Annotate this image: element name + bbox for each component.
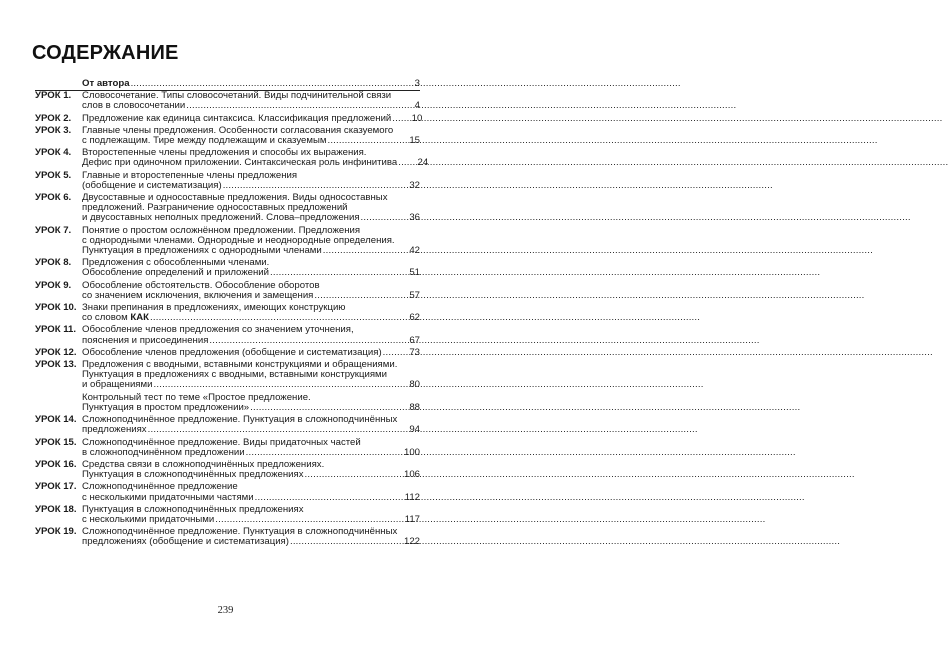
- page-ref: 67: [409, 334, 420, 346]
- entry-line: Контрольный тест по теме «Простое предложение.: [82, 391, 311, 403]
- page-ref: 80: [409, 379, 420, 391]
- lesson-label: УРОК 10.: [35, 302, 77, 314]
- lesson-label: УРОК 16.: [35, 458, 77, 470]
- lesson-label: УРОК 7.: [35, 224, 72, 236]
- table-of-contents: [35, 78, 429, 550]
- page-ref: 94: [409, 424, 420, 436]
- entry-line: [82, 336, 420, 346]
- entry-line: [82, 493, 420, 503]
- leader-dots: [152, 380, 398, 390]
- entry-line: [82, 157, 429, 169]
- lesson-label: УРОК 2.: [35, 112, 72, 124]
- page-ref: 88: [409, 401, 420, 413]
- intro-label: От автора: [82, 78, 130, 89]
- page-ref: 100: [403, 446, 420, 458]
- page-ref: 3: [414, 78, 420, 89]
- entry-line: [82, 101, 420, 111]
- lesson-label: УРОК 14.: [35, 414, 77, 426]
- entry-text: с несколькими придаточными: [82, 513, 215, 525]
- leader-dots: [254, 493, 398, 503]
- entry-line: Двусоставные и односоставные предложения. Виды односоставных: [82, 192, 388, 204]
- lesson-label: УРОК 3.: [35, 124, 72, 136]
- entry-body: [82, 147, 429, 169]
- toc-entry: [35, 171, 420, 191]
- toc-entry: [35, 325, 420, 345]
- entry-line: Сложноподчинённое предложение. Пунктуация в сложноподчинённых: [82, 526, 398, 538]
- entry-text: Пунктуация в сложноподчинённых предложениях: [82, 469, 304, 481]
- entry-body: [82, 438, 420, 458]
- toc-entry: [35, 91, 420, 111]
- lesson-label: УРОК 6.: [35, 192, 72, 204]
- page-title: СОДЕРЖАНИЕ: [32, 42, 179, 64]
- document-page: [0, 0, 451, 650]
- entry-text: с несколькими придаточными частями: [82, 491, 254, 503]
- entry-body: [82, 171, 420, 191]
- entry-line: [82, 246, 420, 256]
- page-ref: 10: [411, 112, 423, 124]
- toc-entry: [35, 258, 420, 278]
- entry-line: [82, 181, 420, 191]
- leader-dots: [313, 291, 398, 301]
- toc-entry: [35, 527, 420, 547]
- entry-line: [82, 380, 420, 390]
- toc-entry: [35, 193, 420, 224]
- lesson-label: УРОК 13.: [35, 359, 77, 371]
- lesson-label: УРОК 5.: [35, 169, 72, 181]
- entry-body: [82, 460, 420, 480]
- toc-entry: [35, 226, 420, 257]
- entry-line: Понятие о простом осложнённом предложении. Предложения: [82, 224, 361, 236]
- entry-line: Знаки препинания в предложениях, имеющих конструкцию: [82, 302, 346, 314]
- entry-line: Второстепенные члены предложения и способы их выражения.: [82, 147, 367, 159]
- entry-line: [82, 537, 420, 547]
- lesson-label: УРОК 18.: [35, 503, 77, 515]
- leader-dots: [397, 158, 406, 168]
- toc-entry: [35, 415, 420, 435]
- entry-text: слов в словосочетании: [82, 100, 186, 112]
- entry-body: [82, 79, 420, 89]
- entry-text: в сложноподчинённом предложении: [82, 446, 245, 458]
- leader-dots: [245, 448, 398, 458]
- page-ref: 32: [409, 179, 420, 191]
- entry-line: Обособление членов предложения со значением уточнения,: [82, 324, 354, 336]
- entry-line: Пунктуация в сложноподчинённых предложениях: [82, 503, 304, 515]
- page-number: 239: [217, 605, 234, 616]
- entry-body: [82, 348, 420, 358]
- page-ref: 112: [404, 491, 420, 503]
- page-ref: 24: [417, 157, 429, 169]
- leader-dots: [214, 515, 398, 525]
- entry-line: Пунктуация в предложениях с вводными, вставными конструкциями: [82, 369, 387, 381]
- page-ref: 73: [409, 346, 420, 358]
- page-ref: 51: [409, 267, 420, 279]
- toc-entry: [35, 126, 420, 146]
- entry-line: [82, 136, 420, 146]
- entry-body: [82, 482, 420, 502]
- entry-body: [82, 258, 420, 278]
- entry-text: Обособление определений и приложений: [82, 267, 270, 279]
- leader-dots: [382, 348, 398, 358]
- entry-text: и обращениями: [82, 379, 153, 391]
- lesson-label: УРОК 9.: [35, 279, 72, 291]
- toc-entry: [35, 147, 429, 169]
- entry-line: [82, 425, 420, 435]
- entry-line: Сложноподчинённое предложение: [82, 481, 238, 493]
- toc-entry: [35, 360, 420, 391]
- entry-line: [82, 213, 420, 223]
- lesson-label: УРОК 12.: [35, 346, 77, 358]
- entry-body: [82, 393, 420, 413]
- lesson-label: УРОК 8.: [35, 257, 72, 269]
- lesson-label: УРОК 11.: [35, 324, 77, 336]
- entry-body: [82, 415, 420, 435]
- entry-body: [82, 325, 420, 345]
- entry-text: со словом КАК: [82, 312, 149, 324]
- entry-text: с подлежащим. Тире между подлежащим и сказуемым: [82, 135, 327, 147]
- lesson-label: УРОК 19.: [35, 526, 77, 538]
- entry-text: со значением исключения, включения и замещения: [82, 289, 314, 301]
- entry-body: [82, 226, 420, 257]
- leader-dots: [322, 246, 398, 256]
- entry-body: [82, 112, 423, 124]
- entry-line: [82, 112, 423, 124]
- entry-text: предложениях: [82, 424, 147, 436]
- entry-line: с однородными членами. Однородные и неоднородные определения.: [82, 234, 395, 246]
- toc-entry-intro: [35, 79, 420, 89]
- toc-entry: [35, 505, 420, 525]
- lesson-label: УРОК 17.: [35, 481, 77, 493]
- toc-entry: [35, 482, 420, 502]
- entry-text: Предложение как единица синтаксиса. Классификация предложений: [82, 112, 392, 124]
- toc-entry: [35, 112, 423, 124]
- entry-line: Сложноподчинённое предложение. Виды придаточных частей: [82, 436, 361, 448]
- leader-dots: [147, 425, 398, 435]
- page-ref: 106: [403, 469, 420, 481]
- entry-body: [82, 193, 420, 224]
- leader-dots: [185, 101, 398, 111]
- entry-body: [82, 281, 420, 301]
- entry-text: Пунктуация в простом предложении»: [82, 401, 250, 413]
- leader-dots: [222, 181, 398, 191]
- leader-dots: [326, 136, 398, 146]
- entry-text: Пунктуация в предложениях с однородными членами: [82, 245, 322, 257]
- page-ref: 42: [409, 245, 420, 257]
- toc-entry: [35, 460, 420, 480]
- entry-text: и двусоставных неполных предложений. Слова–предложения: [82, 212, 360, 224]
- page-ref: 4: [414, 100, 420, 112]
- entry-text: Обособление членов предложения (обобщение и систематизация): [82, 346, 382, 358]
- leader-dots: [391, 114, 400, 124]
- entry-body: [82, 360, 420, 391]
- entry-line: [82, 448, 420, 458]
- leader-dots: [249, 403, 398, 413]
- page-ref: 36: [409, 212, 420, 224]
- leader-dots: [208, 336, 398, 346]
- entry-line: предложений. Разграничение односоставных предложений: [82, 202, 348, 214]
- leader-dots: [360, 213, 398, 223]
- entry-body: [82, 527, 420, 547]
- entry-line: [82, 79, 420, 89]
- entry-text: Дефис при одиночном приложении. Синтаксическая роль инфинитива: [82, 157, 398, 169]
- entry-body: [82, 126, 420, 146]
- entry-line: [82, 313, 420, 323]
- entry-text: пояснения и присоединения: [82, 334, 209, 346]
- entry-line: Предложения с вводными, вставными конструкциями и обращениями.: [82, 359, 398, 371]
- entry-line: Главные члены предложения. Особенности согласования сказуемого: [82, 124, 394, 136]
- entry-line: [82, 348, 420, 358]
- entry-line: Средства связи в сложноподчинённых предложениях.: [82, 458, 325, 470]
- entry-line: Обособление обстоятельств. Обособление оборотов: [82, 279, 320, 291]
- leader-dots: [304, 470, 398, 480]
- entry-line: Главные и второстепенные члены предложения: [82, 169, 298, 181]
- entry-line: Сложноподчинённое предложение. Пунктуация в сложноподчинённых: [82, 414, 398, 426]
- entry-line: Предложения с обособленными членами.: [82, 257, 270, 269]
- entry-line: [82, 470, 420, 480]
- page-ref: 62: [409, 312, 420, 324]
- entry-text: (обобщение и систематизация): [82, 179, 222, 191]
- page-ref: 57: [409, 289, 420, 301]
- page-ref: 122: [403, 536, 420, 548]
- toc-entry: [35, 281, 420, 301]
- entry-line: [82, 268, 420, 278]
- toc-entry: [35, 393, 420, 413]
- entry-body: [82, 505, 420, 525]
- leader-dots: [269, 268, 398, 278]
- lesson-label: УРОК 4.: [35, 147, 72, 159]
- entry-text: предложениях (обобщение и систематизация): [82, 536, 289, 548]
- entry-line: [82, 291, 420, 301]
- entry-line: [82, 515, 420, 525]
- lesson-label: УРОК 1.: [35, 90, 72, 102]
- toc-entry: [35, 348, 420, 358]
- lesson-label: УРОК 15.: [35, 436, 77, 448]
- leader-dots: [149, 313, 398, 323]
- entry-body: [82, 303, 420, 323]
- entry-body: [82, 91, 420, 111]
- toc-entry: [35, 438, 420, 458]
- page-ref: 15: [409, 135, 420, 147]
- entry-line: Словосочетание. Типы словосочетаний. Виды подчинительной связи: [82, 90, 392, 102]
- entry-line: [82, 403, 420, 413]
- leader-dots: [130, 79, 398, 89]
- leader-dots: [289, 537, 398, 547]
- toc-entry: [35, 303, 420, 323]
- page-ref: 117: [404, 513, 420, 525]
